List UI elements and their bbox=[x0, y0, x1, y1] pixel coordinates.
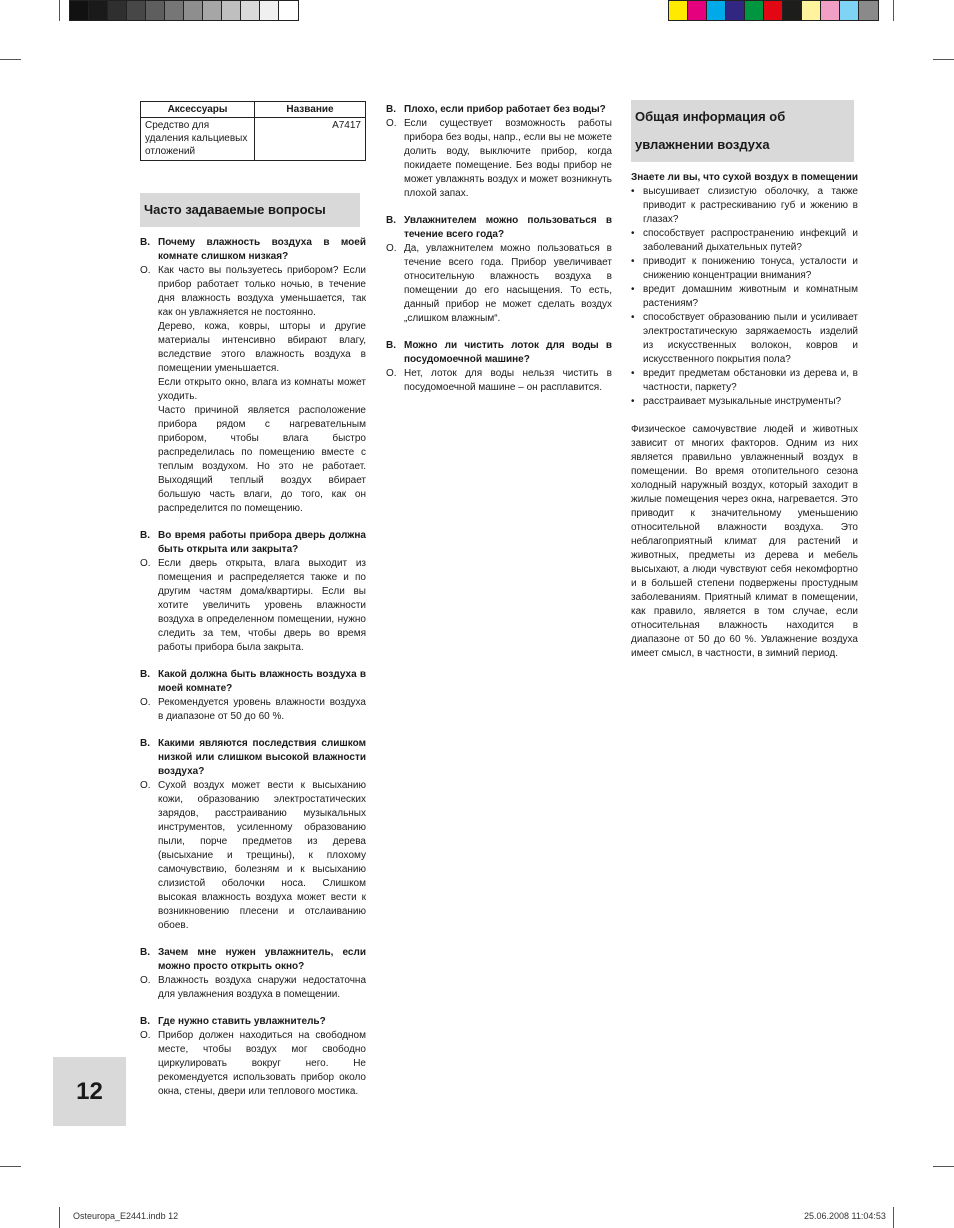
question-marker: В. bbox=[386, 340, 396, 351]
color-swatch bbox=[222, 1, 241, 20]
faq-question bbox=[140, 737, 366, 779]
faq-answer bbox=[386, 242, 612, 326]
answer-paragraph: Если дверь открыта, влага выходит из помещения и распределяется также и по другим частям дома/квартиры. Если вы хотите увеличить уровень влажности воздуха в определенном помещении, нужно следить за тем, чтобы дверь во время работы прибора была закрыта. bbox=[158, 558, 366, 653]
question-marker: В. bbox=[140, 669, 150, 680]
list-item bbox=[631, 185, 858, 227]
answer-paragraph: Сухой воздух может вести к высыханию кожи, образованию электростатических зарядов, расстраиванию музыкальных инструментов, усиленному образованию пыли, порче предметов из дерева (высыхание и трещины), к плохому самочувствию, болезням и к высыханию слизистой оболочки носа. Слишком высокая влажность воздуха может вести к возникновению плесени и отслаиванию обоев. bbox=[158, 780, 366, 931]
color-swatch bbox=[89, 1, 108, 20]
faq-item bbox=[140, 946, 366, 1002]
color-swatch bbox=[127, 1, 146, 20]
table-row bbox=[141, 118, 366, 161]
question-text: Зачем мне нужен увлажнитель, если можно просто открыть окно? bbox=[158, 947, 366, 972]
faq-question bbox=[386, 103, 612, 117]
info-paragraph: Физическое самочувствие людей и животных зависит от многих факторов. Одним из них является правильно увлажненный воздух в помещении. Во время отопительного сезона холодный наружный воздух, который заходит в жилые помещения через окна, нагревается. Это приводит к значительному уменьшению относительной влажности воздуха. Это неблагоприятный климат для растений и животных, предметы из дерева и мебель высыхают, а люди чувствуют себя некомфортно и в большей степени подвержены простудным заболеваниям. Приятный климат в помещении, как правило, является в том случае, если относительная влажность находится в диапазоне от 50 до 60 %. Увлажнение воздуха имеет смысл, в частности, в зимний период. bbox=[631, 424, 858, 659]
color-swatch bbox=[707, 1, 726, 20]
answer-paragraph: Да, увлажнителем можно пользоваться в течение всего года. Прибор увеличивает относительную влажность воздуха в помещении до его насыщения. То есть, данный прибор не может сделать воздух „слишком влажным“. bbox=[404, 243, 612, 324]
color-swatch bbox=[745, 1, 764, 20]
column-middle bbox=[386, 103, 612, 408]
question-marker: В. bbox=[140, 237, 150, 248]
column-left bbox=[140, 101, 366, 1112]
question-marker: В. bbox=[386, 104, 396, 115]
color-swatch bbox=[70, 1, 89, 20]
color-swatch bbox=[859, 1, 878, 20]
answer-marker: О. bbox=[140, 975, 151, 986]
question-text: Увлажнителем можно пользоваться в течение всего года? bbox=[404, 215, 612, 240]
answer-marker: О. bbox=[386, 118, 397, 129]
question-text: Где нужно ставить увлажнитель? bbox=[158, 1016, 326, 1027]
bullet-icon: • bbox=[631, 284, 635, 295]
question-text: Какой должна быть влажность воздуха в моей комнате? bbox=[158, 669, 366, 694]
color-swatch bbox=[184, 1, 203, 20]
page-number: 12 bbox=[53, 1057, 126, 1126]
crop-mark bbox=[893, 1207, 894, 1228]
color-swatch bbox=[146, 1, 165, 20]
question-marker: В. bbox=[140, 530, 150, 541]
color-swatch bbox=[726, 1, 745, 20]
crop-mark bbox=[933, 1166, 954, 1167]
question-marker: В. bbox=[386, 215, 396, 226]
answer-paragraph: Рекомендуется уровень влажности воздуха в диапазоне от 50 до 60 %. bbox=[158, 697, 366, 722]
crop-mark bbox=[59, 0, 60, 21]
bullet-icon: • bbox=[631, 228, 635, 239]
grayscale-color-bar bbox=[69, 0, 299, 21]
info-heading: Общая информация об увлажнении воздуха bbox=[631, 100, 854, 162]
accessory-name: Средство для удаления кальциевых отложений bbox=[141, 118, 255, 161]
faq-question bbox=[140, 668, 366, 696]
faq-item bbox=[140, 1015, 366, 1099]
accessory-code: A7417 bbox=[255, 118, 366, 161]
bullet-icon: • bbox=[631, 396, 635, 407]
question-text: Можно ли чистить лоток для воды в посудомоечной машине? bbox=[404, 340, 612, 365]
bullet-text: приводит к понижению тонуса, усталости и снижению концентрации внимания? bbox=[643, 256, 858, 281]
bullet-icon: • bbox=[631, 312, 635, 323]
question-text: Какими являются последствия слишком низкой или слишком высокой влажности воздуха? bbox=[158, 738, 366, 777]
bullet-icon: • bbox=[631, 368, 635, 379]
faq-heading: Часто задаваемые вопросы bbox=[140, 193, 360, 227]
faq-answer bbox=[386, 117, 612, 201]
color-swatch bbox=[688, 1, 707, 20]
faq-question bbox=[386, 214, 612, 242]
question-text: Почему влажность воздуха в моей комнате слишком низкая? bbox=[158, 237, 366, 262]
list-item bbox=[631, 283, 858, 311]
answer-marker: О. bbox=[140, 780, 151, 791]
faq-item bbox=[140, 668, 366, 724]
faq-question bbox=[140, 1015, 366, 1029]
color-swatch bbox=[108, 1, 127, 20]
bullet-icon: • bbox=[631, 256, 635, 267]
faq-question bbox=[140, 529, 366, 557]
faq-answer bbox=[140, 1029, 366, 1099]
bullet-text: расстраивает музыкальные инструменты? bbox=[643, 396, 842, 407]
answer-paragraph: Часто причиной является расположение прибора рядом с нагревательным прибором, чтобы влага быстро распределилась по помещению вместе с теплым воздухом. Но это не работает. Выходящий теплый воздух вбирает большую часть влаги, до того, как он распределится по помещению. bbox=[158, 405, 366, 514]
faq-answer bbox=[140, 264, 366, 516]
faq-item bbox=[140, 737, 366, 933]
answer-paragraph: Нет, лоток для воды нельзя чистить в посудомоечной машине – он расплавится. bbox=[404, 368, 612, 393]
crop-mark bbox=[0, 59, 21, 60]
list-item bbox=[631, 311, 858, 367]
color-swatch bbox=[279, 1, 298, 20]
faq-list-continued bbox=[386, 103, 612, 395]
faq-list bbox=[140, 236, 366, 1099]
color-swatch bbox=[203, 1, 222, 20]
faq-question bbox=[386, 339, 612, 367]
color-swatch bbox=[764, 1, 783, 20]
color-swatch bbox=[165, 1, 184, 20]
answer-marker: О. bbox=[140, 1030, 151, 1041]
color-swatch bbox=[783, 1, 802, 20]
faq-answer bbox=[140, 974, 366, 1002]
list-item bbox=[631, 367, 858, 395]
faq-answer bbox=[386, 367, 612, 395]
color-swatch bbox=[821, 1, 840, 20]
faq-item bbox=[386, 214, 612, 326]
answer-paragraph: Если открыто окно, влага из комнаты может уходить. bbox=[158, 377, 366, 402]
answer-paragraph: Если существует возможность работы прибора без воды, напр., если вы не можете долить воду, выключите прибор, когда покидаете помещение. Без воды прибор не может увлажнять воздух и может возникнуть плохой запах. bbox=[404, 118, 612, 199]
question-text: Плохо, если прибор работает без воды? bbox=[404, 104, 606, 115]
bullet-text: высушивает слизистую оболочку, а также приводит к растрескиванию губ и жжению в глазах? bbox=[643, 186, 858, 225]
crop-mark bbox=[59, 1207, 60, 1228]
bullet-text: вредит домашним животным и комнатным растениям? bbox=[643, 284, 858, 309]
color-swatch bbox=[802, 1, 821, 20]
faq-answer bbox=[140, 779, 366, 933]
table-header-accessories: Аксессуары bbox=[141, 102, 255, 118]
table-header-name: Название bbox=[255, 102, 366, 118]
color-swatch bbox=[840, 1, 859, 20]
color-swatch bbox=[260, 1, 279, 20]
answer-paragraph: Дерево, кожа, ковры, шторы и другие материалы интенсивно вбирают влагу, вследствие этого влажность воздуха в помещении уменьшается. bbox=[158, 321, 366, 374]
crop-mark bbox=[933, 59, 954, 60]
bullet-icon: • bbox=[631, 186, 635, 197]
question-marker: В. bbox=[140, 947, 150, 958]
answer-marker: О. bbox=[140, 558, 151, 569]
faq-item bbox=[140, 236, 366, 516]
bullet-text: способствует образованию пыли и усиливает электростатическую заряжаемость изделий из искусственных волокон, ковров и искусственного покрытия пола? bbox=[643, 312, 858, 365]
question-text: Во время работы прибора дверь должна быть открыта или закрыта? bbox=[158, 530, 366, 555]
footer-file-info: Osteuropa_E2441.indb 12 bbox=[73, 1211, 179, 1221]
answer-marker: О. bbox=[140, 697, 151, 708]
crop-mark bbox=[0, 1166, 21, 1167]
faq-question bbox=[140, 946, 366, 974]
bullet-text: способствует распространению инфекций и заболеваний дыхательных путей? bbox=[643, 228, 858, 253]
answer-paragraph: Прибор должен находиться на свободном месте, чтобы воздух мог свободно циркулировать вокруг него. Не рекомендуется использовать прибор около окна, стены, двери или теплового мостика. bbox=[158, 1030, 366, 1097]
question-marker: В. bbox=[140, 738, 150, 749]
color-swatch bbox=[241, 1, 260, 20]
list-item bbox=[631, 255, 858, 283]
info-subheading: Знаете ли вы, что сухой воздух в помещении bbox=[631, 172, 858, 183]
faq-item bbox=[386, 339, 612, 395]
column-right bbox=[631, 100, 858, 661]
color-swatch bbox=[669, 1, 688, 20]
footer-timestamp: 25.06.2008 11:04:53 bbox=[804, 1211, 886, 1221]
list-item bbox=[631, 395, 858, 409]
bullet-text: вредит предметам обстановки из дерева и, в частности, паркету? bbox=[643, 368, 858, 393]
info-bullet-list bbox=[631, 185, 858, 409]
answer-marker: О. bbox=[140, 265, 151, 276]
faq-answer bbox=[140, 557, 366, 655]
faq-item bbox=[386, 103, 612, 201]
answer-paragraph: Влажность воздуха снаружи недостаточна для увлажнения воздуха в помещении. bbox=[158, 975, 366, 1000]
accessories-table bbox=[140, 101, 366, 161]
answer-marker: О. bbox=[386, 243, 397, 254]
faq-item bbox=[140, 529, 366, 655]
answer-paragraph: Как часто вы пользуетесь прибором? Если прибор работает только ночью, в течение дня влажность воздуха уменьшается, так как он увлажняется не постоянно. bbox=[158, 265, 366, 318]
process-color-bar bbox=[668, 0, 879, 21]
faq-question bbox=[140, 236, 366, 264]
list-item bbox=[631, 227, 858, 255]
crop-mark bbox=[893, 0, 894, 21]
answer-marker: О. bbox=[386, 368, 397, 379]
faq-answer bbox=[140, 696, 366, 724]
question-marker: В. bbox=[140, 1016, 150, 1027]
